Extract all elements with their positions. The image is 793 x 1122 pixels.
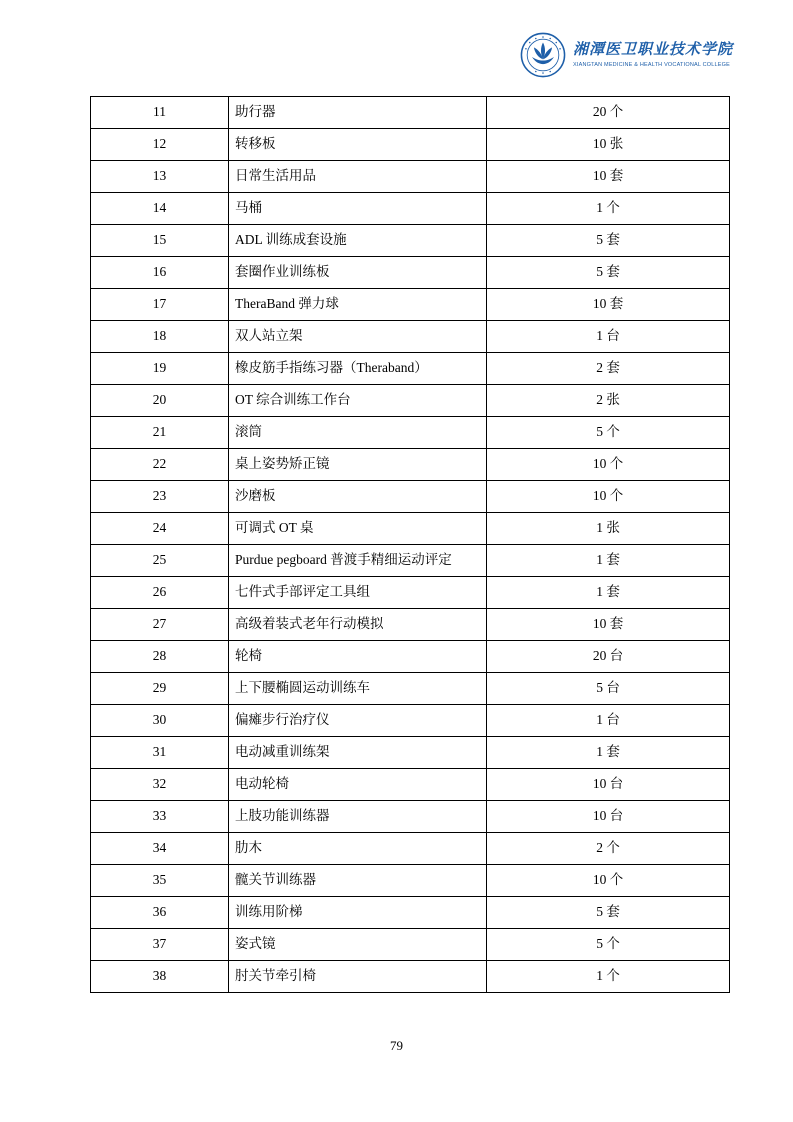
cell-number: 15 [91,225,229,257]
cell-quantity: 1 台 [487,321,730,353]
table-row [91,609,730,641]
equipment-table [90,96,730,993]
cell-item-name: 肋木 [229,833,487,865]
cell-item-name: 套圈作业训练板 [229,257,487,289]
page-number: 79 [390,1038,403,1053]
cell-number: 24 [91,513,229,545]
cell-quantity: 10 台 [487,769,730,801]
cell-item-name: 偏瘫步行治疗仪 [229,705,487,737]
cell-quantity: 5 台 [487,673,730,705]
table-row [91,193,730,225]
cell-quantity: 10 个 [487,449,730,481]
cell-quantity: 10 个 [487,865,730,897]
cell-item-name: Purdue pegboard 普渡手精细运动评定 [229,545,487,577]
cell-quantity: 10 台 [487,801,730,833]
cell-quantity: 10 张 [487,129,730,161]
table-row [91,865,730,897]
cell-number: 30 [91,705,229,737]
cell-quantity: 1 套 [487,577,730,609]
table-row [91,801,730,833]
table-row [91,641,730,673]
table-row [91,353,730,385]
cell-item-name: 马桶 [229,193,487,225]
cell-number: 19 [91,353,229,385]
cell-item-name: 髋关节训练器 [229,865,487,897]
table-row [91,961,730,993]
cell-item-name: 上下腰椭圆运动训练车 [229,673,487,705]
cell-quantity: 1 个 [487,193,730,225]
cell-number: 34 [91,833,229,865]
cell-quantity: 1 张 [487,513,730,545]
cell-number: 17 [91,289,229,321]
cell-quantity: 1 套 [487,545,730,577]
cell-number: 12 [91,129,229,161]
page-header [520,32,734,78]
cell-quantity: 10 套 [487,289,730,321]
cell-item-name: 七件式手部评定工具组 [229,577,487,609]
table-row [91,97,730,129]
table-row [91,385,730,417]
cell-number: 16 [91,257,229,289]
table-row [91,449,730,481]
equipment-table-body [91,97,730,993]
college-name-cn: 湘潭医卫职业技术学院 [573,42,734,59]
cell-number: 14 [91,193,229,225]
table-row [91,225,730,257]
cell-quantity: 20 个 [487,97,730,129]
college-name-en: XIANGTAN MEDICINE & HEALTH VOCATIONAL COLLEGE [573,61,731,68]
cell-item-name: 转移板 [229,129,487,161]
cell-item-name: 轮椅 [229,641,487,673]
cell-number: 26 [91,577,229,609]
cell-quantity: 1 套 [487,737,730,769]
cell-number: 20 [91,385,229,417]
cell-number: 28 [91,641,229,673]
cell-item-name: OT 综合训练工作台 [229,385,487,417]
cell-quantity: 2 套 [487,353,730,385]
table-row [91,673,730,705]
cell-quantity: 5 套 [487,897,730,929]
table-row [91,769,730,801]
cell-item-name: 高级着装式老年行动模拟 [229,609,487,641]
cell-number: 31 [91,737,229,769]
cell-item-name: 电动轮椅 [229,769,487,801]
table-row [91,577,730,609]
cell-quantity: 2 个 [487,833,730,865]
cell-item-name: ADL 训练成套设施 [229,225,487,257]
cell-quantity: 2 张 [487,385,730,417]
cell-quantity: 5 个 [487,929,730,961]
table-row [91,897,730,929]
table-row [91,929,730,961]
cell-number: 23 [91,481,229,513]
cell-number: 22 [91,449,229,481]
cell-number: 27 [91,609,229,641]
college-name [573,42,733,67]
table-row [91,161,730,193]
table-row [91,129,730,161]
cell-number: 36 [91,897,229,929]
cell-quantity: 10 套 [487,161,730,193]
cell-item-name: 桌上姿势矫正镜 [229,449,487,481]
cell-item-name: 日常生活用品 [229,161,487,193]
cell-item-name: 沙磨板 [229,481,487,513]
cell-number: 32 [91,769,229,801]
cell-number: 13 [91,161,229,193]
cell-number: 18 [91,321,229,353]
college-logo-icon [520,32,566,78]
cell-number: 11 [91,97,229,129]
table-row [91,513,730,545]
cell-item-name: 姿式镜 [229,929,487,961]
cell-item-name: 滚筒 [229,417,487,449]
cell-quantity: 20 台 [487,641,730,673]
cell-quantity: 10 套 [487,609,730,641]
table-row [91,545,730,577]
cell-number: 35 [91,865,229,897]
cell-number: 33 [91,801,229,833]
table-row [91,833,730,865]
table-row [91,321,730,353]
cell-quantity: 10 个 [487,481,730,513]
table-row [91,737,730,769]
table-row [91,705,730,737]
cell-number: 25 [91,545,229,577]
cell-item-name: 助行器 [229,97,487,129]
cell-item-name: 肘关节牵引椅 [229,961,487,993]
cell-number: 37 [91,929,229,961]
cell-quantity: 5 套 [487,257,730,289]
table-row [91,289,730,321]
cell-number: 21 [91,417,229,449]
cell-item-name: 上肢功能训练器 [229,801,487,833]
cell-item-name: 双人站立架 [229,321,487,353]
cell-item-name: 电动减重训练架 [229,737,487,769]
table-row [91,417,730,449]
cell-quantity: 5 个 [487,417,730,449]
cell-number: 38 [91,961,229,993]
cell-item-name: 橡皮筋手指练习器（Theraband） [229,353,487,385]
table-row [91,257,730,289]
cell-quantity: 1 个 [487,961,730,993]
cell-item-name: TheraBand 弹力球 [229,289,487,321]
cell-quantity: 1 台 [487,705,730,737]
table-row [91,481,730,513]
cell-item-name: 训练用阶梯 [229,897,487,929]
cell-quantity: 5 套 [487,225,730,257]
cell-number: 29 [91,673,229,705]
cell-item-name: 可调式 OT 桌 [229,513,487,545]
